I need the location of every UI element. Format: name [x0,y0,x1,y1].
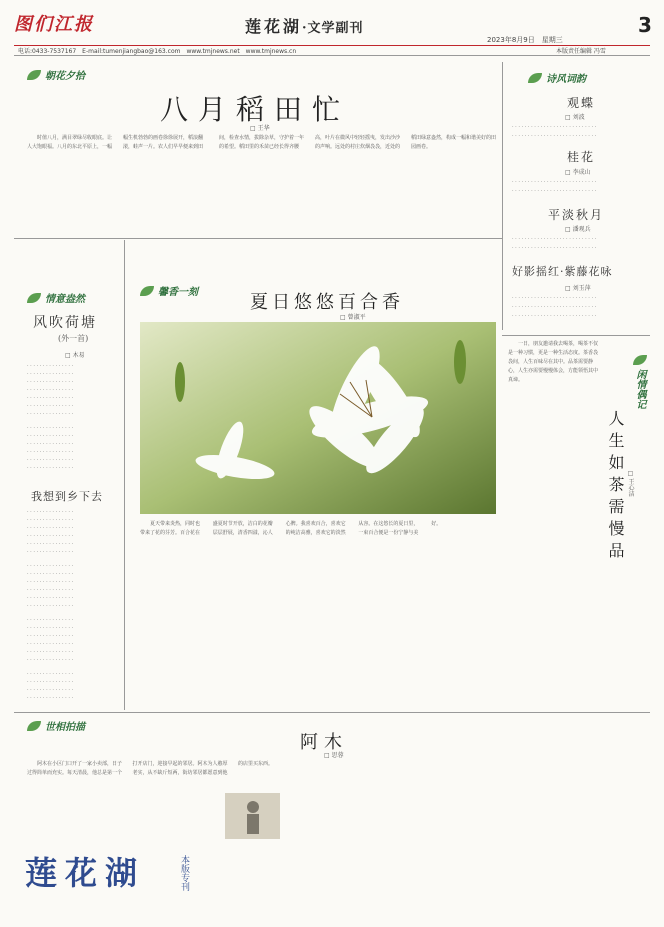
article-rensheng-body: 一日，朋友邀请我去喝茶，喝茶不仅是一种习惯，更是一种生活态度。茶香袅袅间，人生百味尽在其中。品茶需要静心，人生亦需要慢慢体会，方能领悟其中真谛。 [508,341,598,383]
section-rule [502,335,650,336]
section-rule [14,238,502,239]
date-line: 2023年8月9日 星期三 [487,36,563,44]
column-label-xinxiang: 馨香一刻 [140,283,198,298]
leaf-icon [27,721,41,731]
contact-line: 电话:0433-7537167 E-mail:tumenjiangbao@163.com www.tmjnews.net www.tmjnews.cn [18,48,297,55]
leaf-icon [140,286,154,296]
byline-pingdan: □ 潘观兵 [565,226,591,233]
column-divider [124,240,125,710]
column-label-qingshen: 情意盎然 [27,290,85,305]
article-amu-body: 阿木在小区门口开了一家小卖部，日子过得简单而充实。每天清晨，他总是第一个打开店门，迎接早起的邻居。阿木为人憨厚老实，从不缺斤短两，街坊邻居都愿意到他的店里买东西。 [27,761,274,776]
poem-line: · · · · · · · · · · · · · · · · · · · · · · · · · · · [512,133,597,139]
byline-guihua: □ 李成山 [565,169,591,176]
byline-tongmeng: □ 刘玉萍 [565,285,591,292]
column-label-suibi: 闲情偶记 [632,355,647,409]
byline-amu: □ 思蓉 [324,752,344,759]
header-rule-2 [14,55,650,56]
figure-sketch-icon [225,793,280,839]
poem-line: · · · · · · · · · · · · · · · · · · · · · · · · · · · [512,245,597,251]
page-number: 3 [638,13,652,37]
footer-subtitle: 本版专刊 [179,855,189,891]
poem-title-guihua: 桂花 [567,150,596,164]
poem-line: · · · · · · · · · · · · · · · · · · · · · · · · · · · [512,236,597,242]
byline-fengchui: □ 木易 [65,352,85,359]
poem-line: · · · · · · · · · · · · · · · · · · · · · · · · · · · [512,124,597,130]
section-rule [14,712,650,713]
byline-guandie: □ 刘波 [565,114,585,121]
column-label-shici: 诗风词韵 [528,70,586,85]
leaf-icon [528,73,542,83]
poem-title-pingdan: 平淡秋月 [548,208,605,222]
illustration [225,793,280,839]
poem-line: · · · · · · · · · · · · · · · · · · · · · · · · · · · [512,304,597,310]
byline-xiari: □ 曾淑平 [340,314,366,321]
leaf-icon [633,355,647,365]
poem-line: · · · · · · · · · · · · · · · · · · · · · · · · · · · [512,188,597,194]
article-xiari-body: 夏天带来炎热，同时也带来了花的芬芳。百合花在盛夏时节开放，洁白的花瓣层层舒展，清香四溢，沁人心脾。我喜欢百合，喜欢它的纯洁高雅，喜欢它的淡然从容。在这悠长的夏日里，一束百合便是一份宁静与美好。 [140,521,442,536]
editor-line: 本版责任编辑 冯雪 [556,48,606,55]
poem-body-xiangjia: · · · · · · · · · · · · · · · · · · · · · · · · · · · · · · · · · · · · · · · · · · · · · · · · · · · · · · · · · · · · · · · · · · · · · · · · · · · · · · · · · · · · · · · · · · · · · · · · · · · · · · · · · · · · · · · · · · · · · · · · · · · · · · · · · · · · · · · · · · · · · · · · · · · · · · · · · · · · · · · · · · · · · · · · · · · · · · · · · · · · · · · · · · · · · · · · · · · · · · · · · · · · · · · · · · · · · · · · · · · · · · · · · · · · · · · · · · · · · · · · · · · · · · · · · · · · · · · · · · · · · · · · · · · · · · · · · · · · · · · · · · · · · · · · · · · · · · · · · · · · · · · · · · · · · · · · · · · · · · · · · · · · · · · · · · [27,509,74,701]
article-bayue-body: 时值八月，满目翠绿尽收眼底。让人大饱眼福。八月的东北平原上，一幅幅生机勃勃的画卷徐徐展开，稻浪翻滚，蛙声一片。农人们早早便来到田间，检查水情，拔除杂草，守护着一年的希望。稻田里的禾苗已经长得齐腰高，叶片在微风中轻轻摇曳，发出沙沙的声响。远处的村庄炊烟袅袅，近处的稻田绿意盎然，构成一幅和谐美好的田园画卷。 [27,135,497,150]
column-label-shixiang: 世相拍描 [27,718,85,733]
poem-line: · · · · · · · · · · · · · · · · · · · · · · · · · · · [512,313,597,319]
page-title: 莲花湖·文学副刊 [245,17,364,36]
leaf-icon [27,70,41,80]
poem-title-xiangjia: 我想到乡下去 [31,490,103,503]
headline-rensheng: 人生如茶需慢品 [606,410,625,564]
poem-title-tongmeng: 好影摇红·紫藤花咏 [512,265,613,278]
column-divider [502,62,503,330]
footer-logo: 莲花湖 [25,854,146,892]
leaf-icon [27,293,41,303]
byline-rensheng: □ 王心洁 [627,470,634,497]
poem-title-fengchui: 风吹荷塘 [33,315,97,331]
headline-bayue: 八月稻田忙 [160,93,351,126]
lily-flower-image [140,322,496,514]
poem-line: · · · · · · · · · · · · · · · · · · · · · · · · · · · [512,179,597,185]
column-label-zhaohua: 朝花夕拾 [27,67,85,82]
poem-subtitle-fengchui: (外一首) [58,334,89,343]
lily-photo [140,322,496,514]
newspaper-logo: 图们江报 [14,14,94,35]
headline-amu: 阿木 [300,732,348,753]
poem-line: · · · · · · · · · · · · · · · · · · · · · · · · · · · [512,295,597,301]
poem-title-guandie: 观蝶 [567,96,596,110]
headline-xiari: 夏日悠悠百合香 [250,292,404,313]
poem-body-fengchui: · · · · · · · · · · · · · · · · · · · · · · · · · · · · · · · · · · · · · · · · · · · · · · · · · · · · · · · · · · · · · · · · · · · · · · · · · · · · · · · · · · · · · · · · · · · · · · · · · · · · · · · · · · · · · · · · · · · · · · · · · · · · · · · · · · · · · · · · · · · · · · · · · · · · · · · · · · · · · · · · · · · · · · · · · · · · · · · · · · · · · · · · · · · · · · · · · · · [27,363,74,471]
byline-bayue: □ 王华 [250,125,270,132]
